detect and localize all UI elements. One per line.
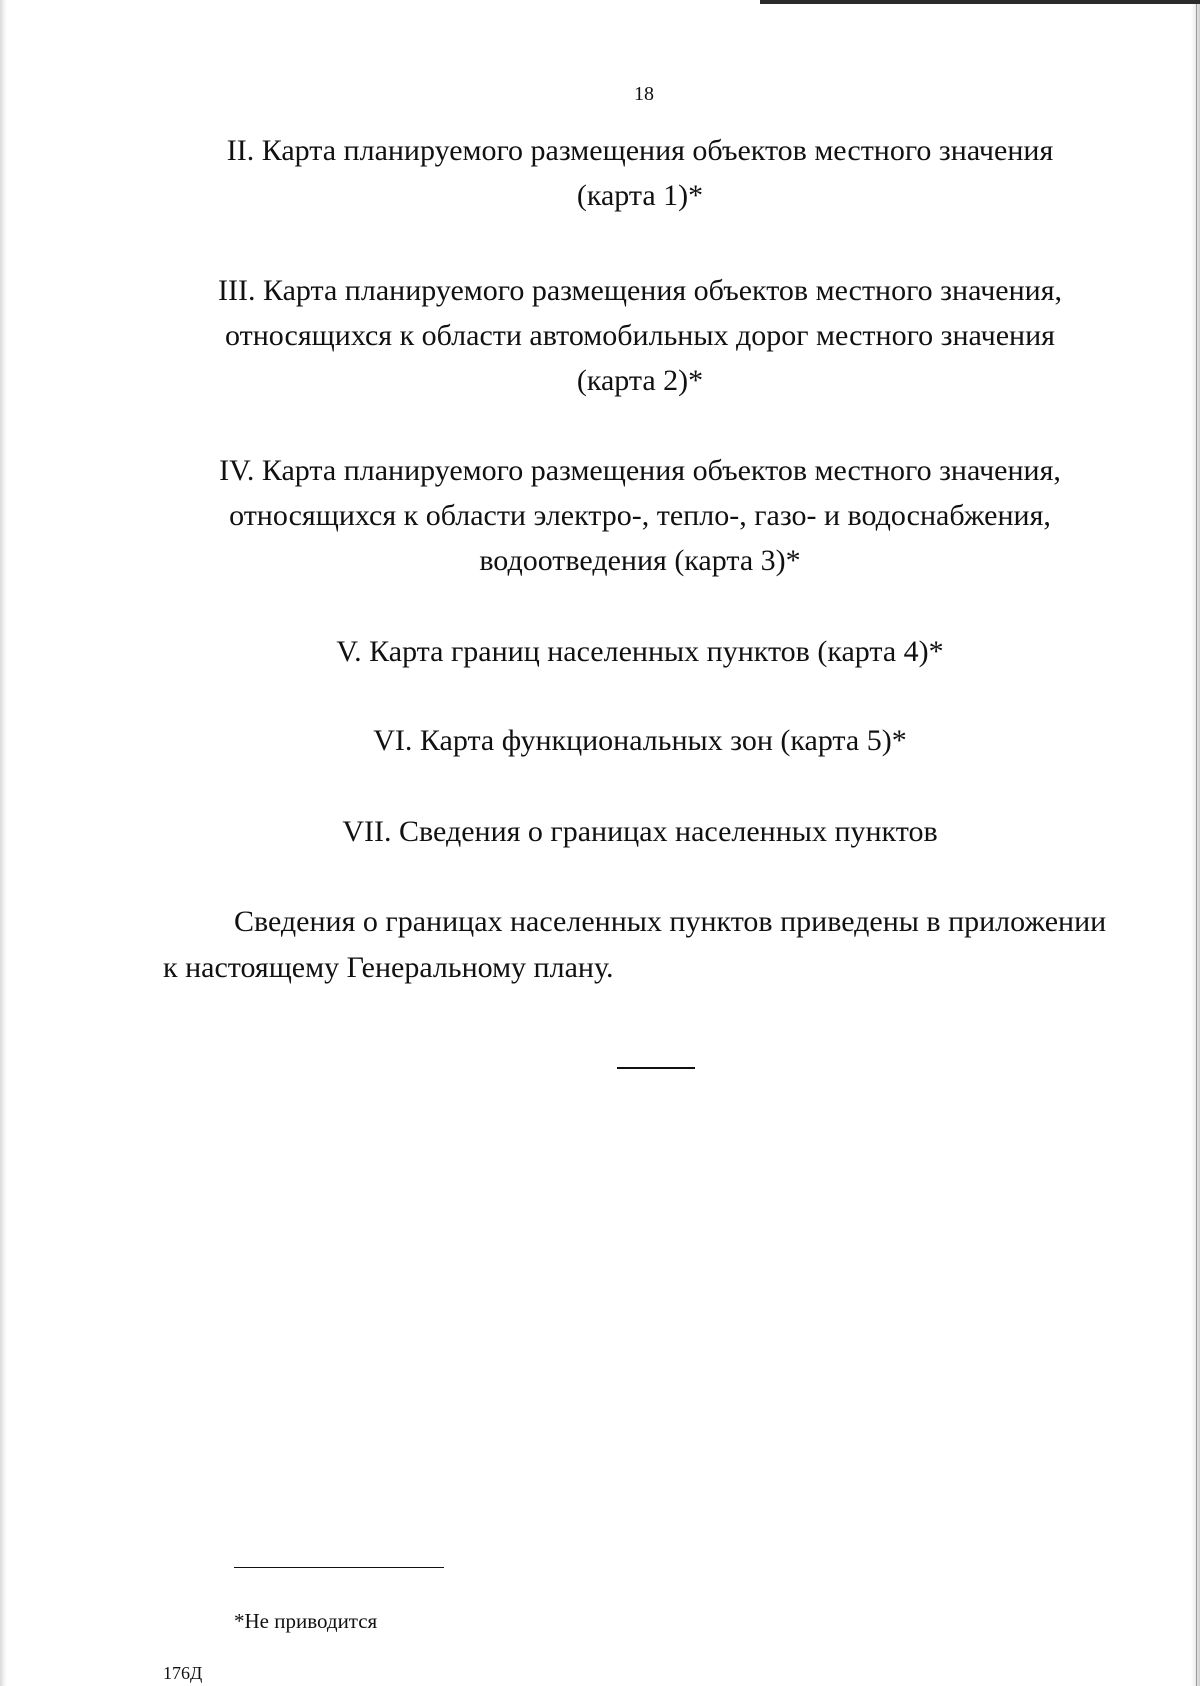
- heading-line: V. Карта границ населенных пунктов (карта 4)*: [336, 635, 944, 668]
- section-heading-vii: [180, 809, 1100, 854]
- scan-top-bar: [760, 0, 1200, 4]
- scan-line-right: [1196, 0, 1197, 1686]
- section-heading-iii: [180, 268, 1100, 403]
- body-paragraph: [163, 899, 1123, 991]
- page-number: 18: [634, 83, 654, 105]
- body-paragraph-line: к настоящему Генеральному плану.: [163, 951, 614, 984]
- footnote-separator: [234, 1567, 444, 1568]
- section-heading-ii: [180, 128, 1100, 218]
- footnote: *Не приводится: [234, 1609, 378, 1633]
- section-heading-v: [180, 629, 1100, 674]
- heading-line: VII. Сведения о границах населенных пунктов: [342, 815, 938, 848]
- document-code: 176Д: [163, 1663, 203, 1683]
- heading-line: VI. Карта функциональных зон (карта 5)*: [373, 724, 907, 757]
- scan-edge-left: [0, 0, 7, 1686]
- heading-line: относящихся к области автомобильных дорог местного значения: [225, 319, 1055, 352]
- heading-line: водоотведения (карта 3)*: [479, 544, 801, 577]
- body-paragraph-line: Сведения о границах населенных пунктов приведены в приложении: [234, 905, 1107, 938]
- section-heading-iv: [180, 448, 1100, 583]
- section-heading-vi: [180, 718, 1100, 763]
- end-of-text-rule: [617, 1067, 695, 1069]
- heading-line: IV. Карта планируемого размещения объектов местного значения,: [219, 454, 1061, 487]
- heading-line: относящихся к области электро-, тепло-, газо- и водоснабжения,: [229, 499, 1051, 532]
- heading-line: II. Карта планируемого размещения объектов местного значения: [226, 134, 1054, 167]
- heading-line: III. Карта планируемого размещения объектов местного значения,: [218, 274, 1062, 307]
- heading-line: (карта 2)*: [576, 364, 704, 397]
- heading-line: (карта 1)*: [576, 179, 704, 212]
